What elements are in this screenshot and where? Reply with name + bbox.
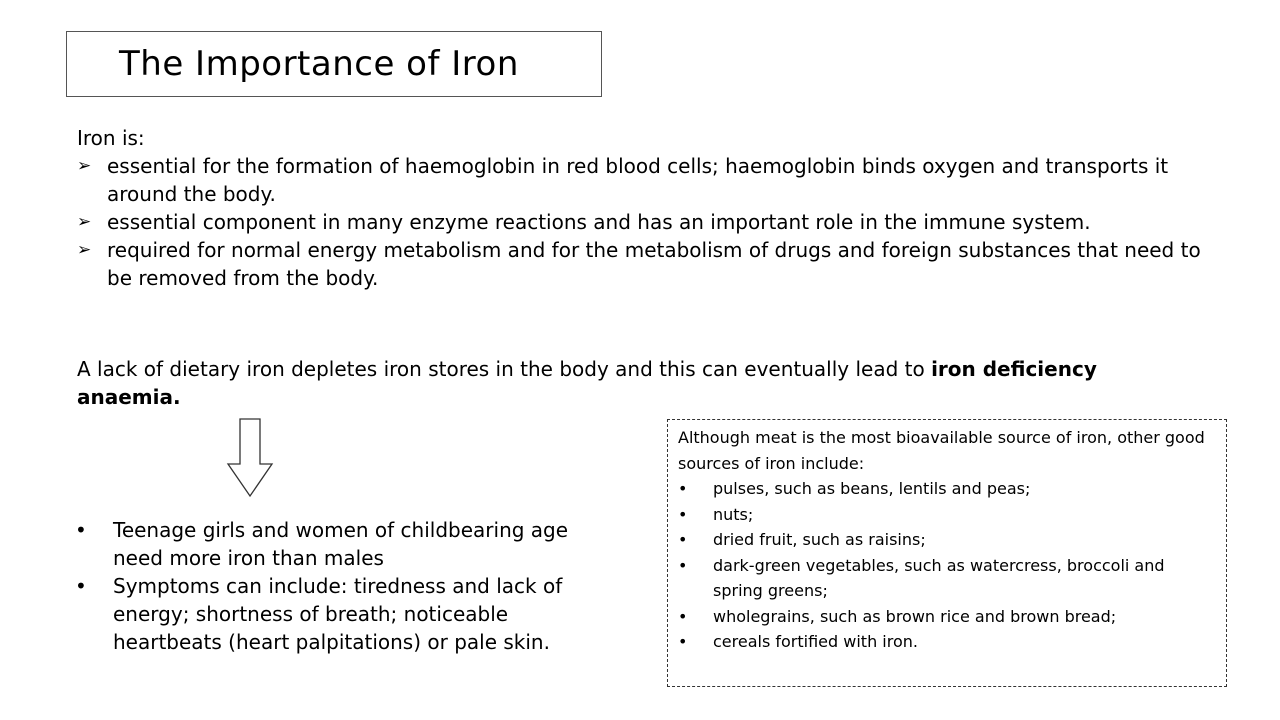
down-arrow-icon xyxy=(226,418,274,498)
conclusion-emphasis: iron deficiency anaemia. xyxy=(77,357,1097,409)
list-item-text: wholegrains, such as brown rice and brown bread; xyxy=(713,606,1117,626)
iron-roles-list xyxy=(77,152,1227,292)
arrow-bullet-icon: ➢ xyxy=(77,240,92,260)
intro-lead: Iron is: xyxy=(77,126,145,150)
arrow-bullet-icon: ➢ xyxy=(77,212,92,232)
list-item-text: dried fruit, such as raisins; xyxy=(713,530,926,549)
bullet-icon: • xyxy=(678,504,688,524)
list-item xyxy=(75,516,615,572)
sources-list xyxy=(678,476,1216,655)
intro-section xyxy=(77,124,1227,292)
arrow-bullet-icon: ➢ xyxy=(77,156,92,176)
list-item-text: essential for the formation of haemoglobin in red blood cells; haemoglobin binds oxygen and transports it around the body. xyxy=(107,154,1169,206)
list-item-text: pulses, such as beans, lentils and peas; xyxy=(713,479,1031,498)
list-item xyxy=(678,553,1216,604)
list-item xyxy=(678,476,1216,502)
list-item xyxy=(678,629,1216,655)
bullet-icon: • xyxy=(678,530,688,549)
slide-title: The Importance of Iron xyxy=(119,44,519,84)
list-item xyxy=(77,236,1227,292)
conclusion-paragraph xyxy=(77,355,1137,411)
bullet-icon: • xyxy=(678,606,688,626)
list-item xyxy=(678,502,1216,528)
list-item-text: dark-green vegetables, such as watercress, broccoli and spring greens; xyxy=(713,555,1165,600)
title-box xyxy=(66,31,602,97)
list-item-text: Teenage girls and women of childbearing age need more iron than males xyxy=(113,518,569,570)
bullet-icon: • xyxy=(75,518,87,542)
iron-sources-box xyxy=(667,419,1227,687)
list-item xyxy=(75,572,615,656)
list-item-text: nuts; xyxy=(713,504,754,524)
list-item-text: cereals fortified with iron. xyxy=(713,632,918,651)
bullet-icon: • xyxy=(678,479,688,498)
sources-intro: Although meat is the most bioavailable source of iron, other good sources of iron include: xyxy=(678,428,1205,473)
list-item-text: required for normal energy metabolism and for the metabolism of drugs and foreign substances that need to be removed from the body. xyxy=(107,238,1201,290)
list-item xyxy=(678,527,1216,553)
list-item-text: Symptoms can include: tiredness and lack of energy; shortness of breath; noticeable heartbeats (heart palpitations) or pale skin. xyxy=(113,574,563,654)
bullet-icon: • xyxy=(75,574,87,598)
consequences-list xyxy=(75,516,615,656)
list-item xyxy=(77,152,1227,208)
conclusion-text: A lack of dietary iron depletes iron stores in the body and this can eventually lead to xyxy=(77,357,932,381)
list-item xyxy=(77,208,1227,236)
bullet-icon: • xyxy=(678,555,688,575)
list-item xyxy=(678,604,1216,630)
list-item-text: essential component in many enzyme reactions and has an important role in the immune system. xyxy=(107,210,1091,234)
bullet-icon: • xyxy=(678,632,688,651)
